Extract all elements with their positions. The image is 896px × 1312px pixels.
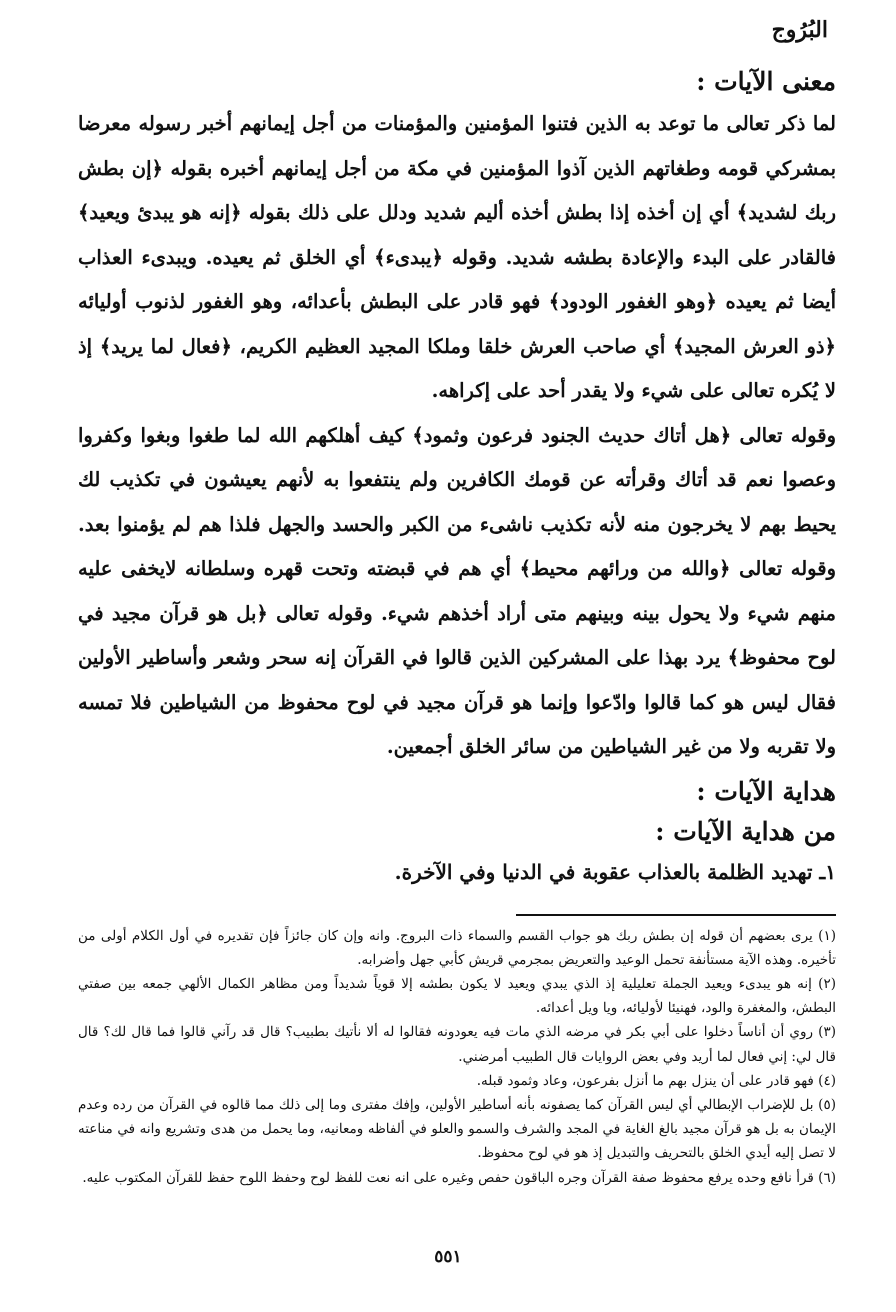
guidance-item-1: ١ـ تهديد الظلمة بالعذاب عقوبة في الدنيا وفي الآخرة. [394, 859, 836, 884]
surah-title: البُرُوج [771, 17, 828, 43]
footnote-2: (٢) إنه هو يبدىء ويعيد الجملة تعليلية إذ الذي يبدي ويعيد لا يكون بطشه إلا قوياً شديداً ومن مظاهر الكمال الألهي جمعه بين صفتي البطش، والمغفرة والود، فهنيئا لأوليائه، ويا ويل أعدائه. [78, 975, 836, 1017]
footnotes [78, 924, 836, 1190]
guidance-subheading: من هداية الآيات : [655, 816, 836, 846]
meaning-paragraph-1: لما ذكر تعالى ما توعد به الذين فتنوا المؤمنين والمؤمنات من أجل إيمانهم أخبر رسوله معرضا بمشركي قومه وطغاتهم الذين آذوا المؤمنين في مكة من أجل إيمانهم أخبره بقوله ﴿إن بطش ربك لشديد﴾ أي إن أخذه إذا بطش أخذه أليم شديد ودلل على ذلك بقوله ﴿إنه هو يبدئ ويعيد﴾ فالقادر على البدء والإعادة بطشه شديد. وقوله ﴿يبدىء﴾ أي الخلق ثم يعيده. ويبدىء العذاب أيضا ثم يعيده ﴿وهو الغفور الودود﴾ فهو قادر على البطش بأعدائه، وهو الغفور لذنوب أوليائه ﴿ذو العرش المجيد﴾ أي صاحب العرش خلقا وملكا المجيد العظيم الكريم، ﴿فعال لما يريد﴾ إذ لا يُكره تعالى على شيء ولا يقدر أحد على إكراهه. [78, 112, 836, 402]
footnote-6: (٦) قرأ نافع وحده يرفع محفوظ صفة القرآن وجره الباقون حفص وغيره على انه نعت للفظ لوح وحفظ اللوح حفظ للقرآن المكتوب عليه. [82, 1169, 836, 1186]
meaning-body [78, 102, 836, 770]
footnote-5: (٥) بل للإضراب الإبطالي أي ليس القرآن كما يصفونه بأنه أساطير الأولين، وإفك مفترى وما إلى ذلك مما قالوه في القرآن من رده وعدم الإيمان به بل هو قرآن مجيد بالغ الغاية في المجد والشرف والسمو والعلو في ألفاظه ومعانيه، وما يحمل من هدى وتشريع وانه في مناعته لا تصل إليه أيدي الخلق بالتحريف والتبديل إذ هو في لوح محفوظ. [78, 1096, 836, 1162]
page-number: ٥٥١ [434, 1247, 462, 1267]
footnote-4: (٤) فهو قادر على أن ينزل بهم ما أنزل بفرعون، وعاد وثمود قبله. [476, 1072, 836, 1089]
meaning-heading: معنى الآيات : [696, 67, 836, 96]
meaning-paragraph-2: وقوله تعالى ﴿هل أتاك حديث الجنود فرعون وثمود﴾ كيف أهلكهم الله لما طغوا وبغوا وكفروا وعصوا نعم قد أتاك وقرأته عن قومك الكافرين ولم ينتفعوا به لأنهم يعيشون في تكذيب لك يحيط بهم لا يخرجون منه لأنه تكذيب ناشىء من الكبر والحسد والجهل فلذا هم لم يؤمنوا بعد. وقوله تعالى ﴿والله من ورائهم محيط﴾ أي هم في قبضته وتحت قهره وسلطانه لايخفى عليه منهم شيء ولا يحول بينه وبينهم متى أراد أخذهم شيء. وقوله تعالى ﴿بل هو قرآن مجيد في لوح محفوظ﴾ يرد بهذا على المشركين الذين قالوا في القرآن إنه سحر وشعر وأساطير الأولين فقال ليس هو كما قالوا وادّعوا وإنما هو قرآن مجيد في لوح محفوظ من الشياطين فلا تمسه ولا تقربه ولا من غير الشياطين من سائر الخلق أجمعين. [78, 423, 836, 758]
guidance-heading: هداية الآيات : [696, 776, 836, 806]
footnote-3: (٣) روي أن أناساً دخلوا على أبي بكر في مرضه الذي مات فيه يعودونه فقالوا له ألا نأتيك بطبيب؟ قال قد رآني قالوا فما قال لك؟ قال قال لي: إني فعال لما أريد وفي بعض الروايات قال الطبيب أمرضني. [78, 1024, 836, 1065]
footnote-divider [516, 914, 836, 916]
footnote-1: (١) يرى بعضهم أن قوله إن بطش ربك هو جواب القسم والسماء ذات البروج. وانه وإن كان جائزاً فإن تقديره في أول الكلام أولى من تأخيره. وهذه الآية مستأنفة تحمل الوعيد والتعريض بمجرمي قريش كأبي جهل وأضرابه. [78, 927, 836, 968]
